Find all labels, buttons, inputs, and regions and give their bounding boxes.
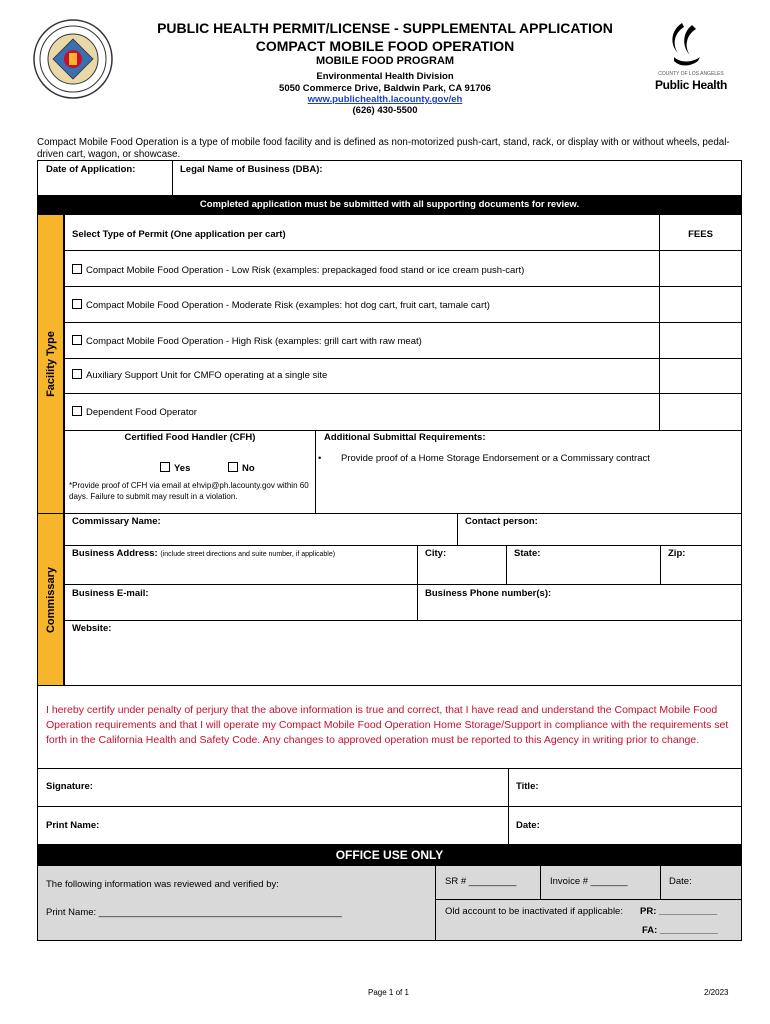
- date-of-application-field[interactable]: [45, 177, 169, 193]
- fees-label: FEES: [688, 229, 713, 240]
- additional-requirement-item: Provide proof of a Home Storage Endorsement or a Commissary contract: [341, 453, 650, 464]
- program-name: MOBILE FOOD PROGRAM: [315, 55, 455, 67]
- logo-text: Public Health: [654, 78, 728, 92]
- invoice-number-field[interactable]: Invoice # _______: [550, 876, 628, 887]
- page-number: Page 1 of 1: [368, 988, 409, 997]
- city-label: City:: [425, 548, 447, 559]
- option-high-risk[interactable]: Compact Mobile Food Operation - High Risk (examples: grill cart with raw meat): [72, 335, 422, 347]
- division-phone: (626) 430-5500: [352, 105, 418, 116]
- pr-field[interactable]: PR: ___________: [640, 906, 718, 917]
- commissary-label: Commissary: [44, 566, 57, 633]
- form-revision-date: 2/2023: [704, 988, 729, 997]
- checkbox-icon[interactable]: [72, 406, 82, 416]
- business-phone-label: Business Phone number(s):: [425, 588, 552, 599]
- reviewed-by-text: The following information was reviewed and verified by:: [46, 879, 279, 890]
- cfh-label: Certified Food Handler (CFH): [124, 432, 256, 443]
- logo-small-text: COUNTY OF LOS ANGELES: [658, 71, 724, 77]
- office-date-field[interactable]: Date:: [669, 876, 692, 887]
- county-seal: [33, 17, 113, 101]
- business-name-label: Legal Name of Business (DBA):: [180, 164, 323, 175]
- checkbox-icon[interactable]: [160, 462, 170, 472]
- option-dependent-operator[interactable]: Dependent Food Operator: [72, 406, 197, 418]
- business-name-field[interactable]: [180, 177, 739, 193]
- cfh-note: *Provide proof of CFH via email at ehvip@ph.lacounty.gov within 60 days. Failure to submit may result in a violation.: [69, 481, 309, 501]
- checkbox-icon[interactable]: [72, 264, 82, 274]
- public-health-logo: [652, 17, 730, 101]
- additional-requirements-label: Additional Submittal Requirements:: [324, 432, 486, 443]
- facility-type-label: Facility Type: [44, 331, 57, 397]
- checkbox-icon[interactable]: [72, 369, 82, 379]
- title-label: Title:: [516, 781, 539, 792]
- old-account-label: Old account to be inactivated if applicable:: [445, 906, 623, 917]
- checkbox-icon[interactable]: [72, 299, 82, 309]
- contact-person-label: Contact person:: [465, 516, 538, 527]
- form-title: PUBLIC HEALTH PERMIT/LICENSE - SUPPLEMENTAL APPLICATION: [157, 20, 613, 36]
- state-label: State:: [514, 548, 541, 559]
- website-link[interactable]: www.publichealth.lacounty.gov/eh: [307, 94, 463, 105]
- cfh-yes[interactable]: Yes: [160, 462, 190, 474]
- bullet-icon: •: [318, 453, 322, 464]
- checkbox-icon[interactable]: [228, 462, 238, 472]
- division-name: Environmental Health Division: [316, 71, 454, 82]
- business-email-label: Business E-mail:: [72, 588, 149, 599]
- office-print-name-field[interactable]: Print Name: ______________________________________________: [46, 907, 342, 918]
- intro-text: Compact Mobile Food Operation is a type of mobile food facility and is defined as non-motorized push-cart, stand, rack, or display with or without wheels, pedal-driven cart, wagon, or showcase.: [37, 137, 730, 160]
- checkbox-icon[interactable]: [72, 335, 82, 345]
- form-subtitle: COMPACT MOBILE FOOD OPERATION: [255, 38, 515, 54]
- sr-number-field[interactable]: SR # _________: [445, 876, 517, 887]
- division-address: 5050 Commerce Drive, Baldwin Park, CA 91706: [279, 83, 491, 94]
- cfh-no[interactable]: No: [228, 462, 255, 474]
- facility-type-sidebar: [37, 214, 64, 514]
- option-auxiliary-support[interactable]: Auxiliary Support Unit for CMFO operating at a single site: [72, 369, 327, 381]
- fa-field[interactable]: FA: ___________: [642, 925, 719, 936]
- signature-label: Signature:: [46, 781, 93, 792]
- office-use-header: OFFICE USE ONLY: [37, 844, 742, 866]
- submission-banner: Completed application must be submitted with all supporting documents for review.: [37, 196, 742, 214]
- commissary-name-label: Commissary Name:: [72, 516, 161, 527]
- certification-statement: I hereby certify under penalty of perjury that the above information is true and correct, that I have read and understand the Compact Mobile Food Operation requirements and that I will operate my Compact Mobile Food Operation Home Storage/Support in compliance with the requirements set forth in the California Health and Safety Code. Any changes to approved operation must be reported to this Agency in writing prior to change.: [46, 704, 729, 746]
- print-name-label: Print Name:: [46, 820, 100, 831]
- zip-label: Zip:: [668, 548, 686, 559]
- select-permit-label: Select Type of Permit (One application per cart): [72, 229, 286, 240]
- business-address-label: Business Address: (include street directions and suite number, if applicable): [72, 548, 336, 559]
- commissary-sidebar: [37, 513, 64, 686]
- option-moderate-risk[interactable]: Compact Mobile Food Operation - Moderate Risk (examples: hot dog cart, fruit cart, tamale cart): [72, 299, 490, 311]
- date-of-application-label: Date of Application:: [46, 164, 136, 175]
- website-label: Website:: [72, 623, 112, 634]
- signature-date-label: Date:: [516, 820, 540, 831]
- option-low-risk[interactable]: Compact Mobile Food Operation - Low Risk (examples: prepackaged food stand or ice cream push-cart): [72, 264, 524, 276]
